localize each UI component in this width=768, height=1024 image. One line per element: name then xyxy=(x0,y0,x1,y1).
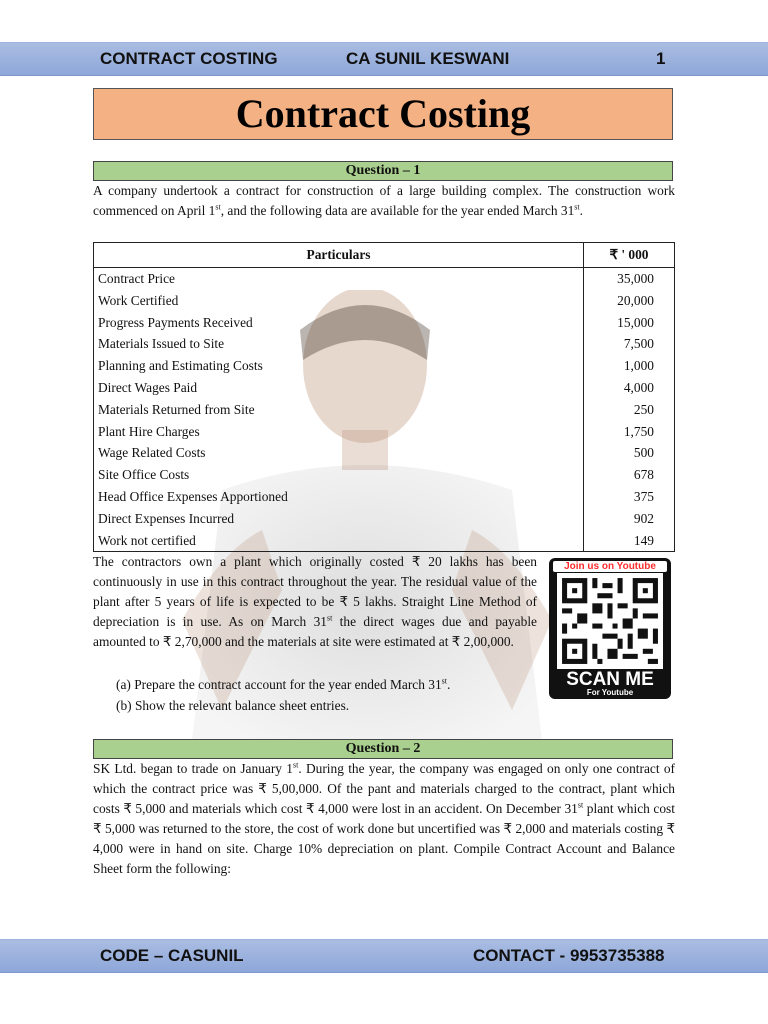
plant-details-paragraph xyxy=(93,552,537,652)
q2-text-a: SK Ltd. began to trade on January 1 xyxy=(93,761,293,776)
requirement-a-end: . xyxy=(447,677,451,692)
intro-sup-1: st xyxy=(215,202,221,212)
qr-caption-bottom: For Youtube xyxy=(586,688,634,697)
row-value: 20,000 xyxy=(584,290,675,312)
question-1-intro xyxy=(93,181,675,221)
row-value: 1,750 xyxy=(584,421,675,443)
table-row xyxy=(94,464,675,486)
youtube-qr-card[interactable] xyxy=(549,558,671,699)
qr-code-icon xyxy=(557,573,663,669)
row-label: Materials Returned from Site xyxy=(98,401,255,417)
row-value: 500 xyxy=(584,442,675,464)
row-value: 250 xyxy=(584,399,675,421)
row-value: 7,500 xyxy=(584,333,675,355)
q2-text-b: . During the year, the company was engaged on only one contract of which the contract price was ₹ 5,00,000. Of the pant and materials charged to the contract, plant which costs ₹ 5,000 and materials which cost ₹ 4,000 were lost in an accident. On December 31 xyxy=(93,761,675,816)
row-label: Work not certified xyxy=(98,532,196,548)
page-number: 1 xyxy=(656,49,666,68)
row-label: Plant Hire Charges xyxy=(98,423,200,439)
row-value: 15,000 xyxy=(584,312,675,334)
page-footer xyxy=(0,939,768,973)
table-row xyxy=(94,530,675,552)
intro-text-b: , and the following data are available for the year ended March 31 xyxy=(220,203,575,218)
table-row xyxy=(94,421,675,443)
row-label: Materials Issued to Site xyxy=(98,336,225,352)
row-label: Site Office Costs xyxy=(98,467,190,483)
qr-caption-top: Join us on Youtube xyxy=(553,561,667,572)
plant-text-b: the direct wages due and payable amounted to ₹ 2,70,000 and the materials at site were estimated at ₹ 2,00,000. xyxy=(93,614,537,649)
requirement-b: (b) Show the relevant balance sheet entries. xyxy=(116,698,350,713)
question-2-text xyxy=(93,759,675,879)
question-2-heading: Question – 2 xyxy=(93,739,673,759)
q2-sup-2: st xyxy=(577,800,584,810)
intro-text-c: . xyxy=(579,203,583,218)
table-row xyxy=(94,268,675,290)
row-label: Direct Expenses Incurred xyxy=(98,510,235,526)
question-1-heading: Question – 1 xyxy=(93,161,673,181)
column-header-amount: ₹ ' 000 xyxy=(584,243,675,268)
footer-code: CODE – CASUNIL xyxy=(100,946,244,965)
table-row xyxy=(94,508,675,530)
table-row xyxy=(94,486,675,508)
row-value: 149 xyxy=(584,530,675,552)
scan-me-label: SCAN ME xyxy=(566,669,654,690)
table-row xyxy=(94,355,675,377)
header-author: CA SUNIL KESWANI xyxy=(346,49,510,68)
row-value: 375 xyxy=(584,486,675,508)
requirement-a-text: (a) Prepare the contract account for the year ended March 31 xyxy=(116,677,442,692)
requirement-a xyxy=(116,675,450,695)
table-row xyxy=(94,333,675,355)
row-value: 678 xyxy=(584,464,675,486)
intro-sup-2: st xyxy=(574,202,580,212)
plant-sup: st xyxy=(326,613,333,623)
row-label: Progress Payments Received xyxy=(98,314,253,330)
row-value: 35,000 xyxy=(584,268,675,290)
page-header xyxy=(0,42,768,76)
row-label: Head Office Expenses Apportioned xyxy=(98,488,288,504)
row-value: 4,000 xyxy=(584,377,675,399)
column-header-particulars: Particulars xyxy=(94,243,584,268)
table-row xyxy=(94,290,675,312)
row-label: Planning and Estimating Costs xyxy=(98,358,263,374)
q2-sup-1: st xyxy=(292,760,299,770)
q2-text-c: plant which cost ₹ 5,000 was returned to the store, the cost of work done but uncertified was ₹ 2,000 and materials costing ₹ 4,000 were in hand on site. Charge 10% depreciation on plant. Compile Contract Account and Balance Sheet form the following: xyxy=(93,801,675,876)
footer-contact: CONTACT - 9953735388 xyxy=(473,946,665,965)
requirement-a-sup: st xyxy=(441,676,448,686)
row-label: Wage Related Costs xyxy=(98,445,206,461)
contract-data-table xyxy=(93,242,675,552)
row-value: 902 xyxy=(584,508,675,530)
row-value: 1,000 xyxy=(584,355,675,377)
table-row xyxy=(94,312,675,334)
row-label: Contract Price xyxy=(98,271,175,286)
header-subject: CONTRACT COSTING xyxy=(100,49,278,68)
table-row xyxy=(94,442,675,464)
row-label: Work Certified xyxy=(98,292,179,308)
page-title: Contract Costing xyxy=(93,88,673,140)
table-row xyxy=(94,377,675,399)
plant-text-a: The contractors own a plant which originally costed ₹ 20 lakhs has been continuously in use in this contract throughout the year. The residual value of the plant after 5 years of life is expected to be ₹ 5 lakhs. Straight Line Method of depreciation is in use. As on March 31 xyxy=(93,554,537,629)
intro-text-a: A company undertook a contract for construction of a large building complex. The construction work commenced on April 1 xyxy=(93,183,675,218)
row-label: Direct Wages Paid xyxy=(98,379,198,395)
table-row xyxy=(94,399,675,421)
